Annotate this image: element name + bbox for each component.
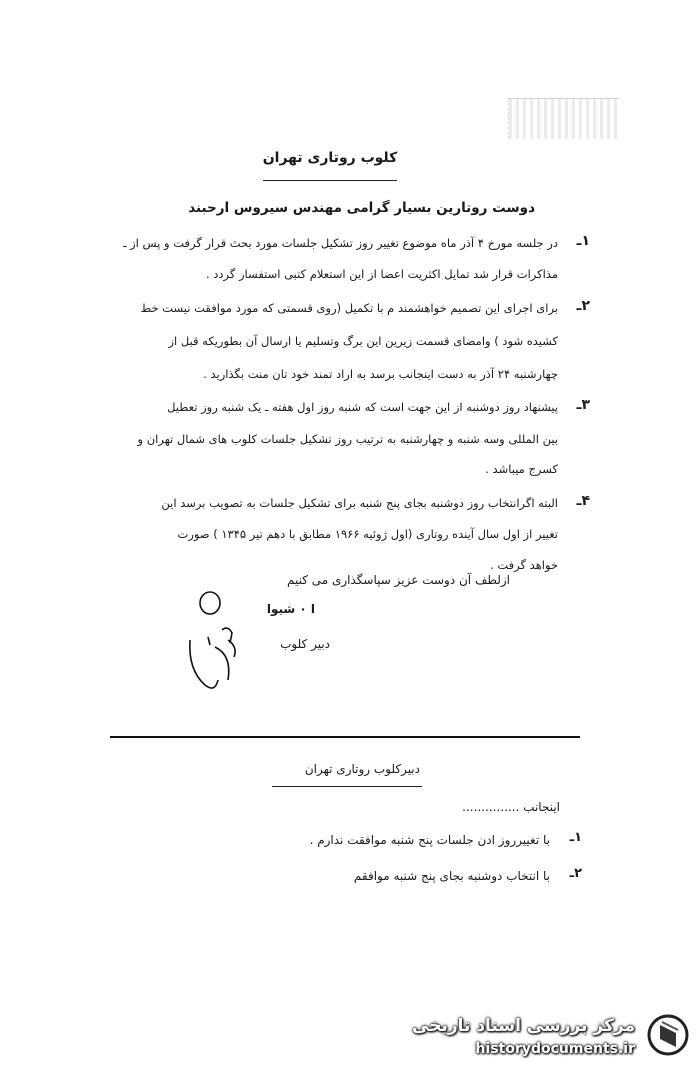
item-line: کسرج میباشد .: [485, 462, 558, 476]
item-line: در جلسه مورخ ۴ آذر ماه موضوع تغییر روز تشکیل جلسات مورد بحث قرار گرفت و پس از ـ: [123, 236, 558, 250]
item-line: مذاکرات قرار شد تمایل اکثریت اعضا از این استعلام کتبی استفسار گردد .: [205, 267, 558, 281]
item-line: برای اجرای این تصمیم خواهشمند م با تکمیل (روی قسمتی که مورد موافقت نیست خط: [140, 301, 558, 315]
reply-title: دبیرکلوب روتاری تهران: [304, 762, 420, 776]
item-line: بین المللی وسه شنبه و چهارشنبه به ترتیب روز تشکیل جلسات کلوب های شمال تهران و: [137, 432, 558, 446]
reply-option-number: ۱ـ: [569, 830, 582, 845]
archive-logo-icon: [646, 1013, 690, 1057]
item-number: ۲ـ: [576, 298, 590, 314]
closing-line: ازلطف آن دوست عزیز سپاسگذاری می کنیم: [286, 573, 510, 587]
item-line: خواهد گرفت .: [490, 558, 558, 572]
title-underline: [263, 180, 397, 181]
handwritten-signature: [180, 585, 260, 695]
reply-option-number: ۲ـ: [569, 866, 582, 881]
item-number: ۳ـ: [576, 397, 590, 413]
signatory-name: ا ۰ شیوا: [266, 602, 315, 616]
watermark-url: historydocuments.ir: [475, 1041, 635, 1057]
salutation: دوست روتارین بسیار گرامی مهندس سیروس ارحبند: [188, 200, 535, 216]
reply-option-text: با انتخاب دوشنبه بجای پنج شنبه موافقم: [353, 869, 550, 883]
faded-stamp-mark: [508, 98, 619, 139]
reply-title-underline: [272, 786, 422, 787]
section-divider: [110, 736, 580, 738]
item-line: کشیده شود ) وامضای قسمت زیرین این برگ وتسلیم یا ارسال آن بطوریکه قبل از: [168, 334, 558, 348]
reply-option-text: با تغییرروز ادن جلسات پنج شنبه موافقت ندارم .: [309, 833, 550, 847]
watermark-title: مرکز بررسی اسناد تاریخی: [412, 1016, 635, 1036]
item-number: ۱ـ: [576, 233, 590, 249]
letter-title: کلوب روتاری تهران: [262, 150, 398, 166]
item-number: ۴ـ: [576, 493, 590, 509]
signatory-title: دبیر کلوب: [280, 637, 330, 651]
item-line: پیشنهاد روز دوشنبه از این جهت است که شنبه روز اول هفته ـ یک شنبه روز تعطیل: [167, 400, 558, 414]
item-line: چهارشنبه ۲۴ آذر به دست اینجانب برسد به اراد تمند خود تان منت بگذارید .: [203, 367, 558, 381]
item-line: البته اگرانتخاب روز دوشنبه بجای پنج شنبه برای تشکیل جلسات به تصویب برسد این: [161, 496, 558, 510]
watermark: [410, 1008, 695, 1063]
respondent-line: اینجانب ...............: [462, 800, 560, 814]
item-line: تغییر از اول سال آینده روتاری (اول ژوئیه ۱۹۶۶ مطابق با دهم تیر ۱۳۴۵ ) صورت: [177, 527, 558, 541]
